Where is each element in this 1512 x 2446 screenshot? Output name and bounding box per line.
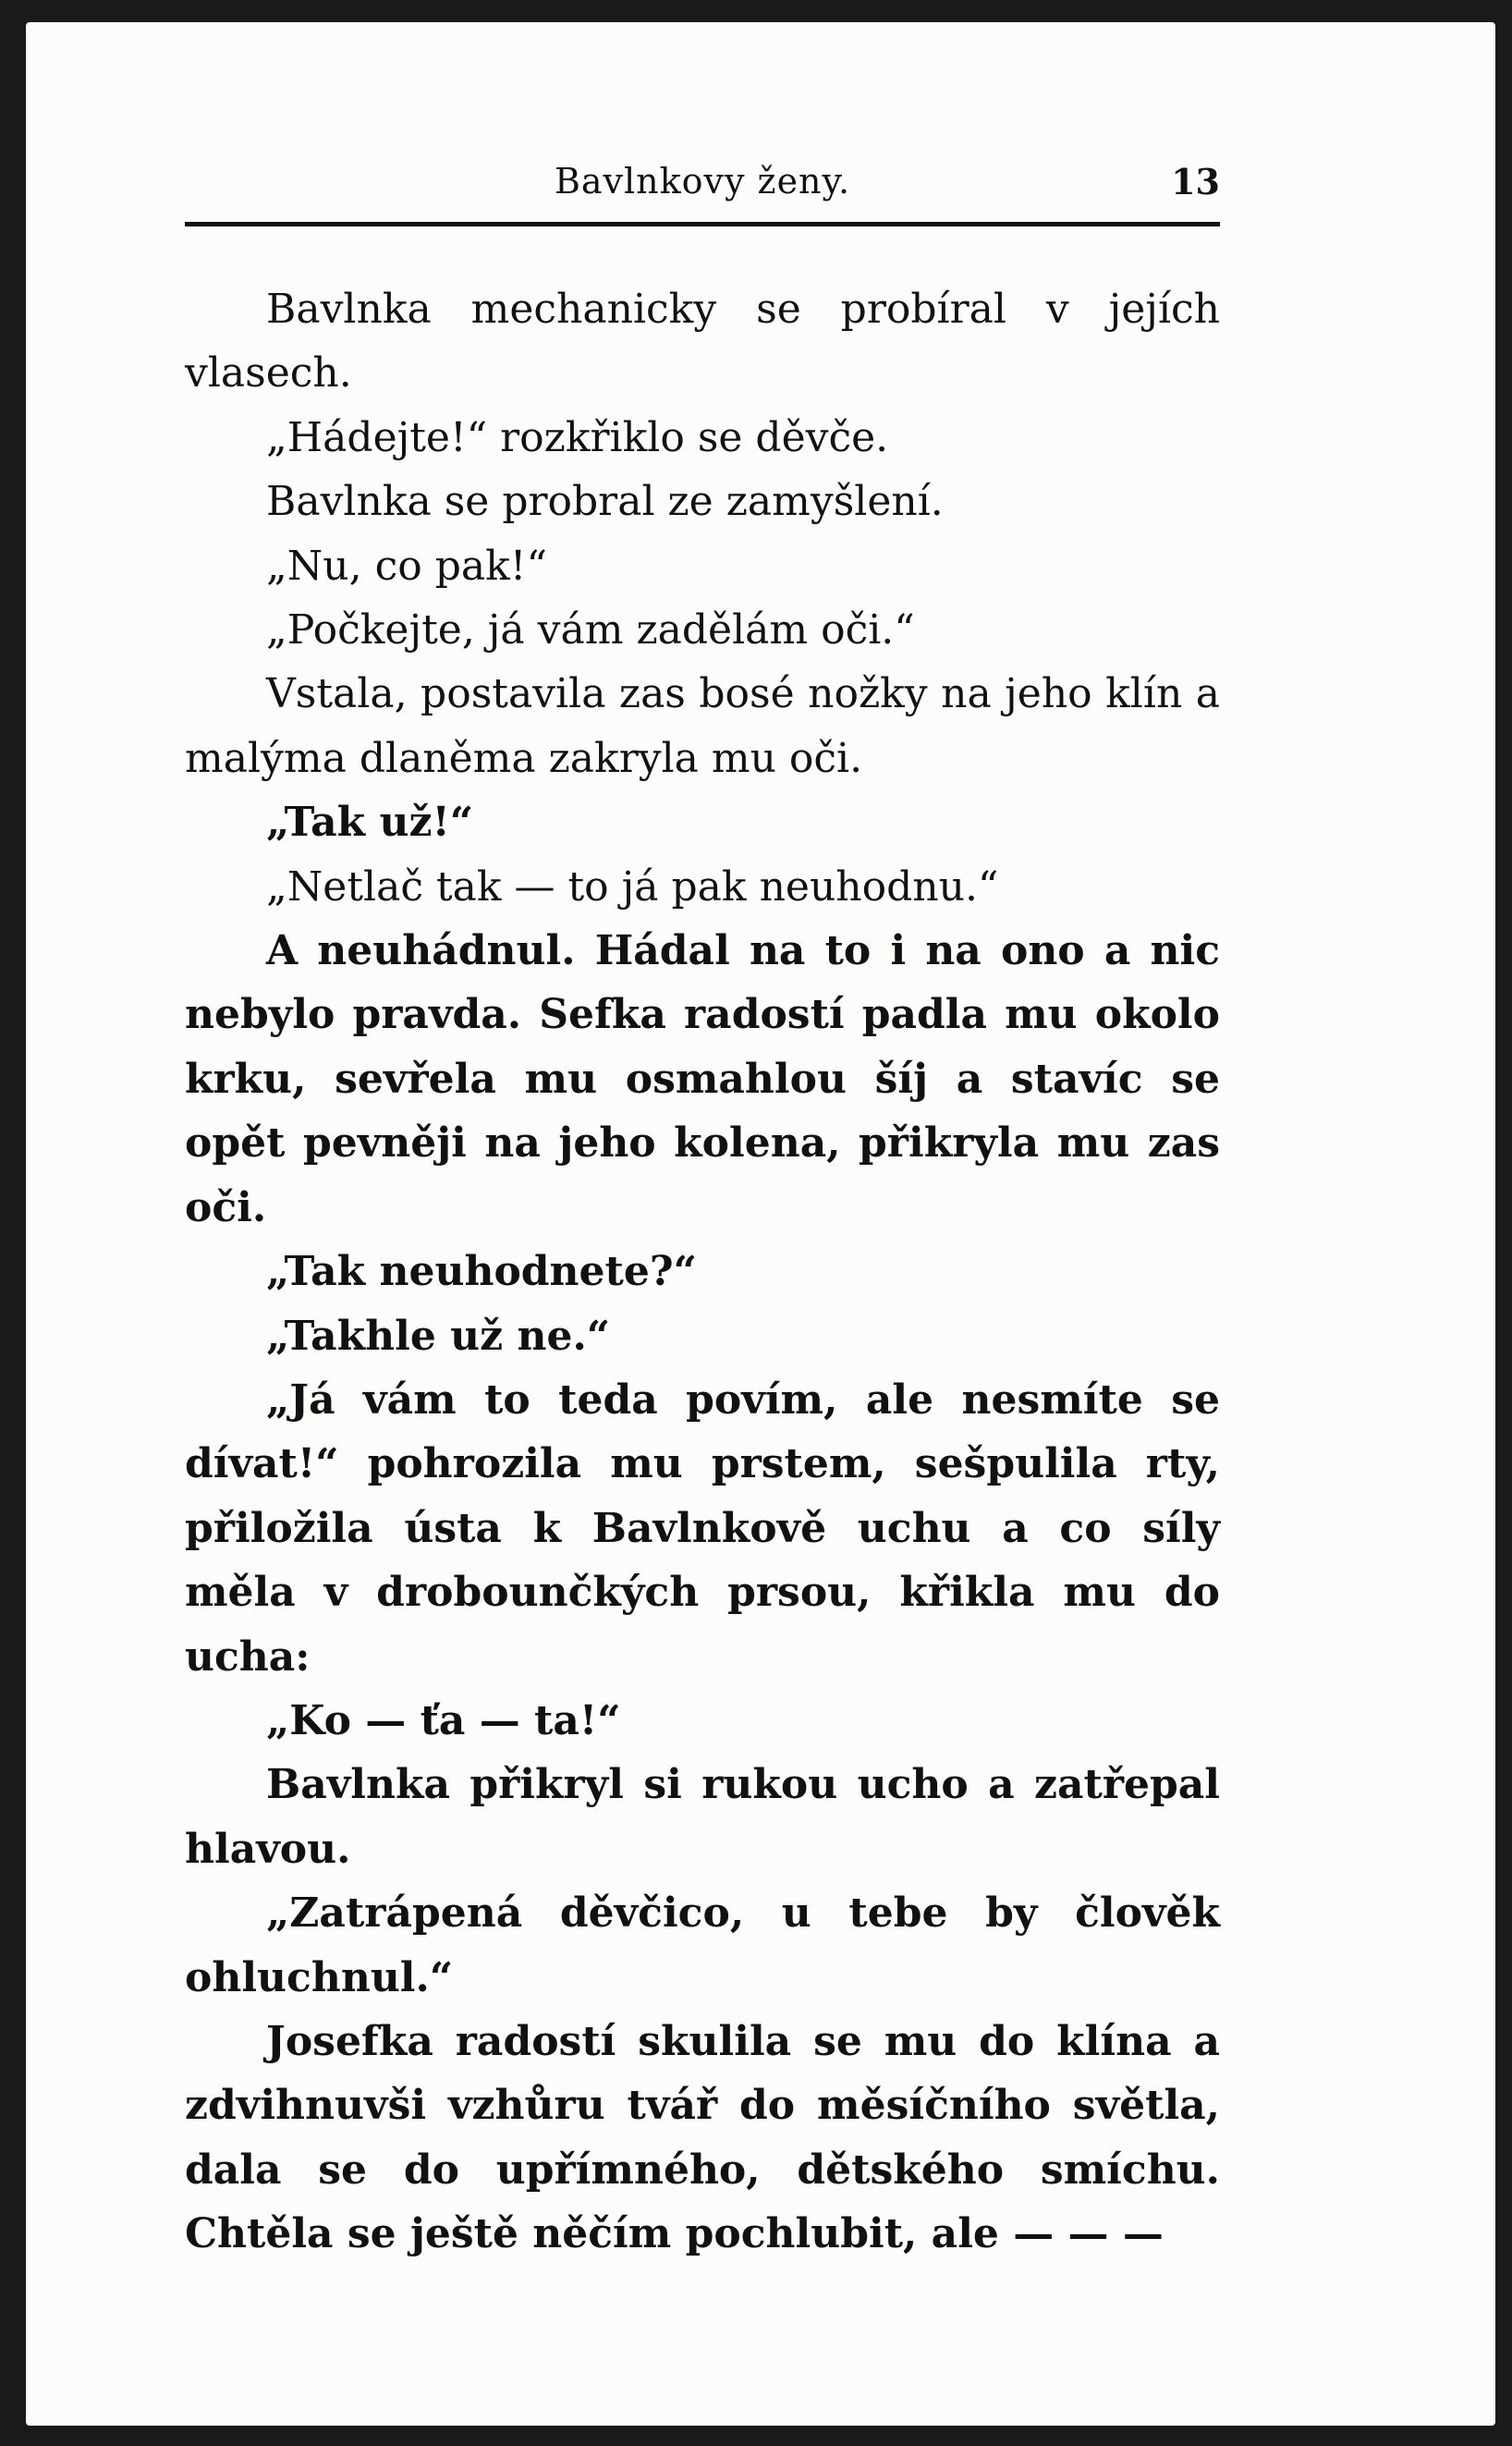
paragraph: „Nu, co pak!“ bbox=[266, 542, 547, 590]
paragraph: Bavlnka mechanicky se probíral v jejích vlasech. bbox=[185, 286, 1220, 397]
paragraph: „Zatrápená děvčico, u tebe by člověk ohluchnul.“ bbox=[185, 1890, 1220, 2001]
running-title: Bavlnkovy ženy. bbox=[554, 161, 851, 202]
paragraph: „Hádejte!“ rozkřiklo se děvče. bbox=[266, 413, 889, 461]
paragraph: „Počkejte, já vám zadělám oči.“ bbox=[266, 606, 915, 654]
paragraph: „Tak už!“ bbox=[266, 799, 474, 847]
paragraph: Josefka radostí skulila se mu do klína a zdvihnuvši vzhůru tvář do měsíčního světla, dala se do upřímného, dětského smíchu. Chtěla se ještě něčím pochlubit, ale — — — bbox=[185, 2017, 1220, 2258]
paragraph: Bavlnka se probral ze zamyšlení. bbox=[266, 478, 944, 526]
paragraph: A neuhádnul. Hádal na to i na ono a nic nebylo pravda. Sefka radostí padla mu okolo krku, sevřela mu osmahlou šíj a stavíc se opět pevněji na jeho kolena, přikryla mu zas oči. bbox=[185, 927, 1220, 1231]
header-rule bbox=[185, 222, 1220, 226]
body-text bbox=[185, 277, 1220, 2267]
paragraph: „Tak neuhodnete?“ bbox=[266, 1248, 697, 1296]
paragraph: „Ko — ťa — ta!“ bbox=[266, 1696, 621, 1744]
running-header bbox=[185, 141, 1220, 233]
paragraph: „Netlač tak — to já pak neuhodnu.“ bbox=[266, 862, 999, 911]
paragraph: „Takhle už ne.“ bbox=[266, 1312, 611, 1360]
page-number: 13 bbox=[1171, 161, 1220, 202]
paragraph: „Já vám to teda povím, ale nesmíte se dívat!“ pohrozila mu prstem, sešpulila rty, přiložila ústa k Bavlnkově uchu a co síly měla v drobounčkých prsou, křikla mu do ucha: bbox=[185, 1376, 1220, 1681]
paragraph: Vstala, postavila zas bosé nožky na jeho klín a malýma dlaněma zakryla mu oči. bbox=[185, 670, 1220, 782]
paragraph: Bavlnka přikryl si rukou ucho a zatřepal hlavou. bbox=[185, 1761, 1220, 1873]
